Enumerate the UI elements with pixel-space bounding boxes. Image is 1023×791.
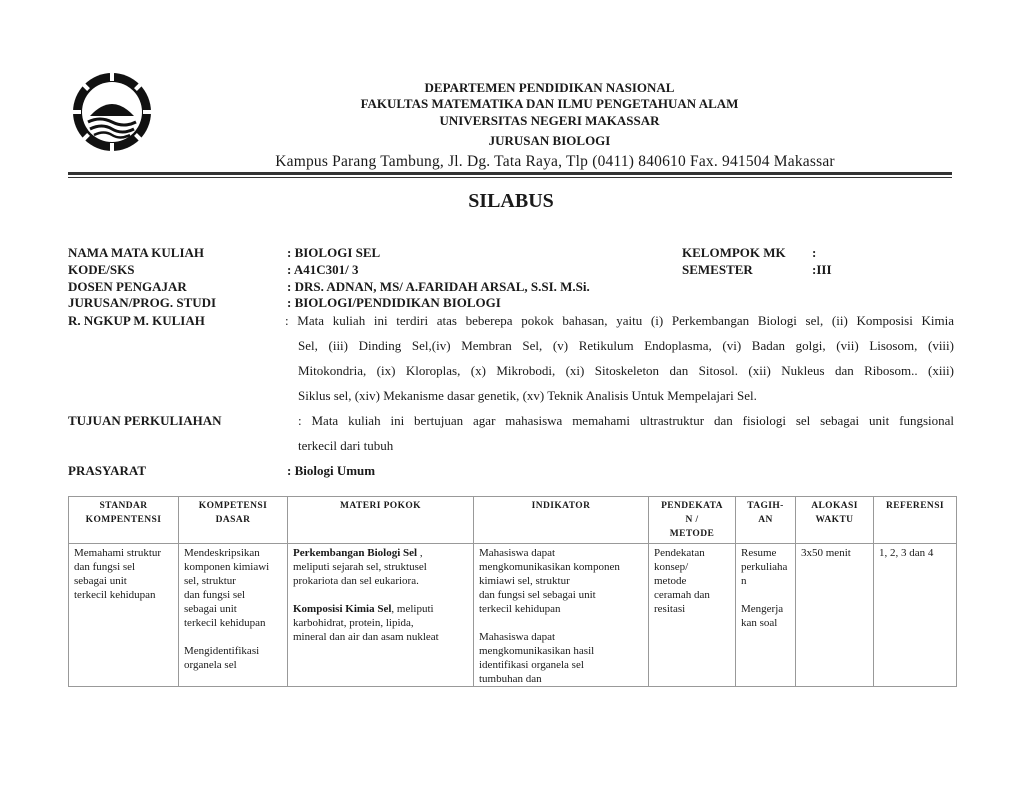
tujuan-label: TUJUAN PERKULIAHAN bbox=[68, 413, 222, 428]
kode-label: KODE/SKS bbox=[68, 262, 135, 277]
prasyarat-value: : Biologi Umum bbox=[287, 463, 376, 478]
jurusan-value: : BIOLOGI/PENDIDIKAN BIOLOGI bbox=[287, 295, 501, 310]
ruang-lingkup-line-3: Mitokondria, (ix) Kloroplas, (x) Mikrobodi, (xi) Sitoskeleton dan Sitosol. (xii) Nukleus dan Ribosom.. (xiii) bbox=[298, 363, 954, 378]
header-rule-thick bbox=[68, 172, 952, 175]
cell-alokasi: 3x50 menit bbox=[796, 544, 874, 687]
table-row bbox=[69, 544, 957, 687]
table-header-row bbox=[69, 497, 957, 544]
dosen-value: : DRS. ADNAN, MS/ A.FARIDAH ARSAL, S.SI. M.Si. bbox=[287, 279, 590, 294]
nama-label: NAMA MATA KULIAH bbox=[68, 245, 205, 260]
header-faculty: FAKULTAS MATEMATIKA DAN ILMU PENGETAHUAN ALAM bbox=[360, 96, 739, 111]
header-department: JURUSAN BIOLOGI bbox=[488, 133, 611, 148]
kode-value: : A41C301/ 3 bbox=[287, 262, 359, 277]
nama-value: : BIOLOGI SEL bbox=[287, 245, 381, 260]
th-kompetensi: KOMPETENSI DASAR bbox=[179, 497, 288, 544]
semester-label: SEMESTER bbox=[682, 262, 753, 277]
ruang-lingkup-line-1: : Mata kuliah ini terdiri atas beberepa pokok bahasan, yaitu (i) Perkembangan Biologi sel, (ii) Komposisi Kimia bbox=[285, 313, 954, 328]
jurusan-label: JURUSAN/PROG. STUDI bbox=[68, 295, 217, 310]
header-university: UNIVERSITAS NEGERI MAKASSAR bbox=[439, 113, 660, 128]
ruang-lingkup-line-2: Sel, (iii) Dinding Sel,(iv) Membran Sel, (v) Retikulum Endoplasma, (vi) Badan golgi, (vii) Lisosom, (viii) bbox=[298, 338, 954, 353]
syllabus-table bbox=[68, 496, 957, 687]
th-materi: MATERI POKOK bbox=[288, 497, 474, 544]
cell-standar: Memahami struktur dan fungsi sel sebagai unit terkecil kehidupan bbox=[69, 544, 179, 687]
cell-pendekatan: Pendekatan konsep/ metode ceramah dan resitasi bbox=[649, 544, 736, 687]
prasyarat-label: PRASYARAT bbox=[68, 463, 147, 478]
header-campus-address: Kampus Parang Tambung, Jl. Dg. Tata Raya, Tlp (0411) 840610 Fax. 941504 Makassar bbox=[275, 153, 835, 170]
cell-tagihan: Resume perkuliaha n Mengerja kan soal bbox=[736, 544, 796, 687]
kelompok-label: KELOMPOK MK bbox=[682, 245, 786, 260]
kelompok-value: : bbox=[812, 245, 817, 260]
header-rule-thin bbox=[68, 177, 952, 178]
tujuan-line-2: terkecil dari tubuh bbox=[298, 438, 394, 453]
page-title: SILABUS bbox=[468, 190, 554, 212]
cell-indikator: Mahasiswa dapat mengkomunikasikan komponen kimiawi sel, struktur dan fungsi sel sebagai unit terkecil kehidupan Mahasiswa dapat mengkomunikasikan hasil identifikasi organela sel tumbuhan dan bbox=[474, 544, 649, 687]
dosen-label: DOSEN PENGAJAR bbox=[68, 279, 187, 294]
th-referensi: REFERENSI bbox=[874, 497, 957, 544]
th-indikator: INDIKATOR bbox=[474, 497, 649, 544]
header-ministry: DEPARTEMEN PENDIDIKAN NASIONAL bbox=[424, 80, 675, 95]
cell-referensi: 1, 2, 3 dan 4 bbox=[874, 544, 957, 687]
ruang-lingkup-line-4: Siklus sel, (xiv) Mekanisme dasar genetik, (xv) Teknik Analisis Untuk Mempelajari Sel. bbox=[298, 388, 757, 403]
th-standar: STANDAR KOMPENTENSI bbox=[69, 497, 179, 544]
th-alokasi: ALOKASI WAKTU bbox=[796, 497, 874, 544]
cell-kompetensi: Mendeskripsikan komponen kimiawi sel, struktur dan fungsi sel sebagai unit terkecil kehidupan Mengidentifikasi organela sel bbox=[179, 544, 288, 687]
cell-materi: Perkembangan Biologi Sel , meliputi sejarah sel, struktusel prokariota dan sel eukariora. Komposisi Kimia Sel, meliputi karbohidrat, protein, lipida, mineral dan air dan asam nukleat bbox=[288, 544, 474, 687]
th-pendekatan: PENDEKATA N / METODE bbox=[649, 497, 736, 544]
semester-value: :III bbox=[812, 262, 832, 277]
tujuan-line-1: : Mata kuliah ini bertujuan agar mahasiswa memahami ultrastruktur dan fisiologi sel sebagai unit fungsional bbox=[298, 413, 954, 428]
th-tagihan: TAGIH- AN bbox=[736, 497, 796, 544]
ruang-lingkup-label: R. NGKUP M. KULIAH bbox=[68, 313, 205, 328]
